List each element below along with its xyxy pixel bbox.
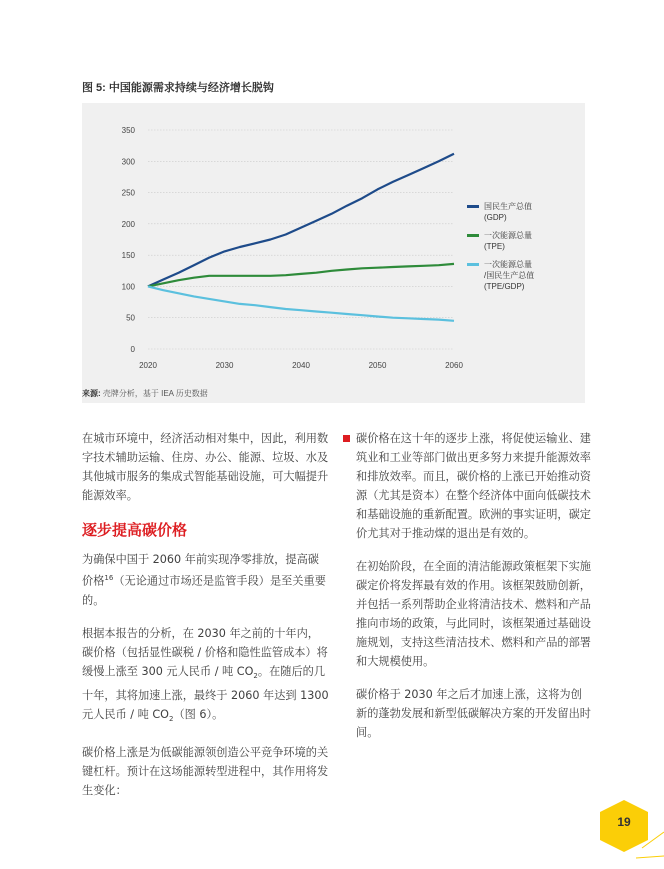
series-line-2 [148,264,454,287]
legend-item [465,201,580,223]
bullet-text: 碳价格在这十年的逐步上涨，将促使运输业、建筑业和工业等部门做出更多努力来提升能源效率和排放效率。而且，碳价格的上涨已开始推动资源（尤其是资本）在整个经济体中面向低碳技术和基础设施的重新配置。欧洲的事实证明，碳定价尤其对于推动煤的退出是有效的。 [356,432,591,540]
legend-label: 一次能源总量 [484,260,532,269]
legend-label: (TPE) [484,242,505,251]
x-tick-label: 2050 [368,361,387,370]
figure-source [82,388,208,399]
legend-label: (TPE/GDP) [484,282,525,291]
series-line-3 [148,286,454,320]
paragraph-post-2030: 碳价格于 2030 年之后才加速上涨，这将为创新的蓬勃发展和新型低碳解决方案的开发留出时间。 [356,688,591,739]
x-tick-label: 2060 [445,361,463,370]
y-tick-label: 350 [121,126,135,135]
y-tick-label: 50 [126,313,135,323]
legend-swatch [467,263,479,266]
y-tick-label: 0 [130,345,135,354]
bullet-item [341,429,591,543]
page-hexagon-icon [598,798,664,869]
paragraph-policy-framework: 在初始阶段，在全面的清洁能源政策框架下实施碳定价将发挥最有效的作用。该框架鼓励创新，并包括一系列帮助企业将清洁技术、燃料和产品推向市场的政策，与此同时，该框架通过基础设施规划，支持这些清洁技术、燃料和产品的部署和大规模使用。 [356,560,591,668]
x-tick-label: 2040 [292,361,310,370]
text-run: 根据本报告的分析，在 2030 年之前的十年内，碳价格（包括显性碳税 / 价格和隐性监管成本）将缓慢上涨至 300 元人民币 / 吨 CO [82,626,328,678]
legend-label: 国民生产总值 [484,202,532,211]
page-number: 19 [617,815,631,829]
bullet-square-icon [343,435,350,442]
legend-label: (GDP) [484,213,507,222]
legend-item [465,230,580,252]
y-tick-label: 300 [121,157,135,167]
text-run: （图 6）。 [173,707,224,721]
x-tick-label: 2020 [139,361,157,370]
subscript: 2 [253,671,258,680]
y-tick-label: 250 [121,188,135,198]
y-tick-label: 150 [121,251,135,261]
chart-panel [82,103,585,403]
left-column [82,429,330,814]
legend-label: 一次能源总量 [484,231,532,240]
footnote-ref[interactable]: 16 [104,574,114,582]
legend-item [465,259,580,292]
section-heading: 逐步提高碳价格 [82,521,188,539]
paragraph-carbon-price-forecast [82,624,330,729]
figure-title: 图 5: 中国能源需求持续与经济增长脱钩 [82,82,274,94]
chart-legend [465,201,580,299]
paragraph-smart-infrastructure: 在城市环境中，经济活动相对集中，因此，利用数字技术辅助运输、住房、办公、能源、垃圾、水及其他城市服务的集成式智能基础设施，可大幅提升能源效率。 [82,432,329,502]
source-label: 来源: [82,389,101,398]
paragraph-level-playing-field: 碳价格上涨是为低碳能源领创造公平竞争环境的关键杠杆。预计在这场能源转型进程中，其作用将发生变化： [82,746,329,798]
subscript: 2 [169,715,174,724]
text-run: 为确保中国于 2060 年前实现净零排放，提高碳价格 [82,553,319,588]
text-run: （无论通过市场还是监管手段）是至关重要的。 [82,574,326,607]
y-tick-label: 100 [121,282,135,292]
legend-swatch [467,234,479,237]
legend-swatch [467,205,479,208]
x-tick-label: 2030 [215,361,234,370]
y-tick-label: 200 [121,219,135,229]
legend-label: /国民生产总值 [484,271,535,280]
text-run: 。在随后的几十年，其将加速上涨，最终于 2060 年达到 1300 元人民币 / 吨 CO [82,664,329,721]
paragraph-carbon-price-importance [82,550,330,610]
source-text: 壳牌分析，基于 IEA 历史数据 [100,389,208,398]
right-column [341,429,591,756]
